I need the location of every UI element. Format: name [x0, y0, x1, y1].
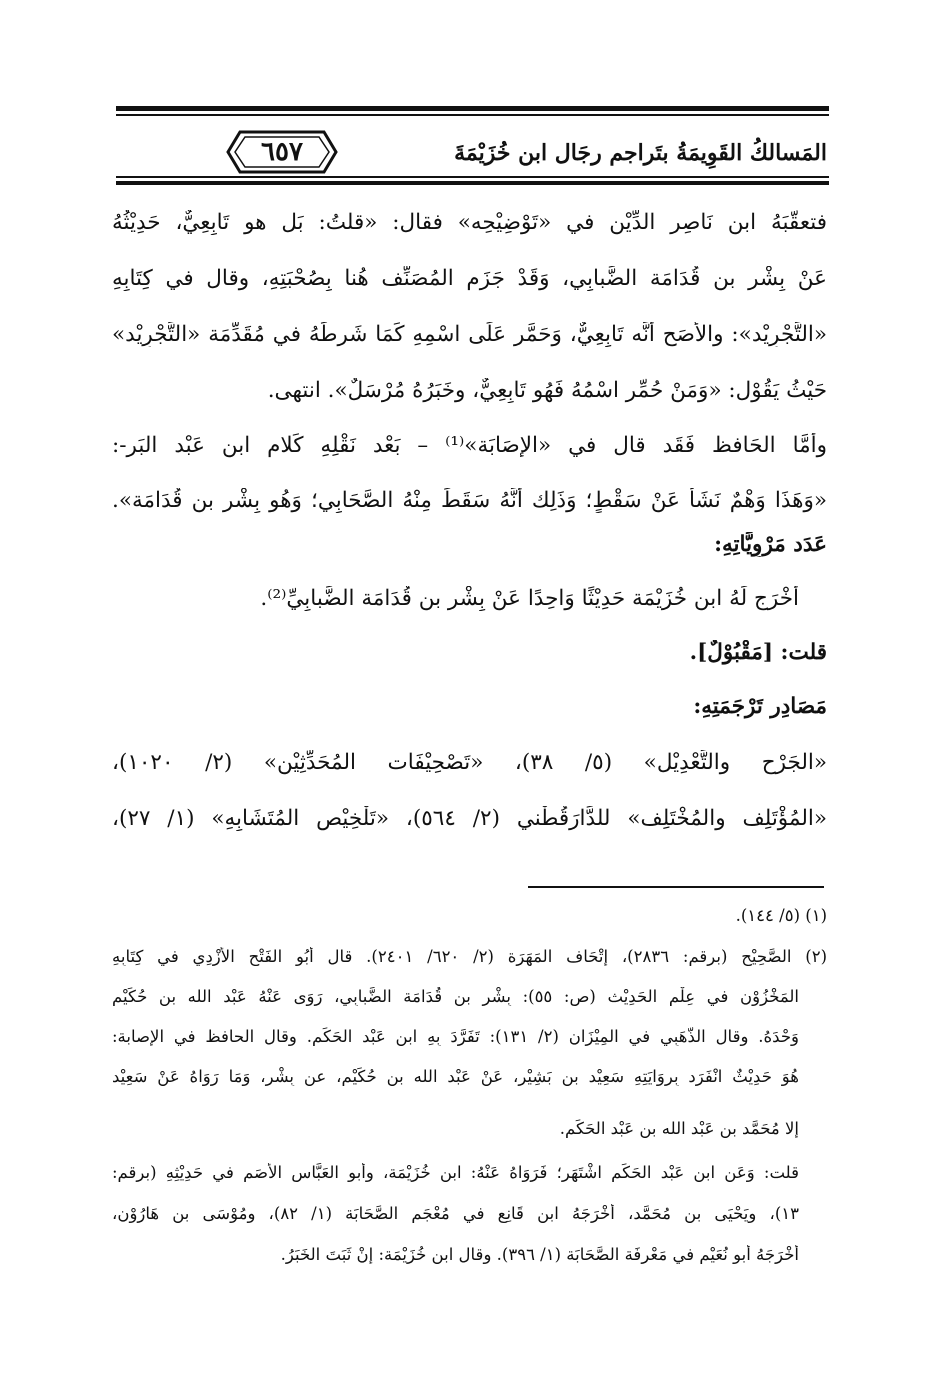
footnote-2b-line-2: ١٣)، ويَحْيَى بن مُحَمَّد، أَخْرَجَهُ ابن قَانِع في مُعْجَم الصَّحَابَة (١/ ٨٢)، ومُوْسَى بن هَارُوْن،: [112, 1204, 799, 1223]
body-line-4: حَيْثُ يَقُوْل: «وَمَنْ حُمِّر اسْمُهُ فَهُو تَابِعِيٌّ، وخَبَرُهُ مُرْسَلٌ». انتهى.: [267, 378, 827, 403]
sources-line-1: «الجَرْح والتَّعْدِيْل» (٥/ ٣٨)، «تَصْحِيْفَات المُحَدِّثِيْن» (٢/ ١٠٢٠)،: [112, 750, 827, 775]
body-line-6: «وَهَذَا وَهْمٌ نَشَأَ عَنْ سَقْطٍ؛ وَذَلِك أَنَّهُ سَقَطَ مِنْهُ الصَّحَابِي؛ وَهُو بِشْر بن قُدَامَة».: [112, 488, 827, 513]
footnote-2-line-3: وَحْدَهُ. وقال الذَّهَبِي في المِيْزَان (٢/ ١٣١): تَفَرَّدَ بِهِ ابن عَبْد الحَكَم. وقال الحافظ في الإصابة:: [112, 1027, 799, 1046]
footnote-2-line-5: إلا مُحَمَّد بن عَبْد الله بن عَبْد الحَكَم.: [559, 1119, 799, 1138]
page-number-ornament: [226, 128, 338, 176]
header-rule-bottom-thin: [116, 176, 829, 178]
header-rule-thick: [116, 106, 829, 111]
verdict: قلت: [مَقْبُوْلٌ].: [689, 640, 827, 665]
footnote-2b-line-1: قلت: وَعَنِ ابن عَبْد الحَكَم اشْتَهَر؛ فَرَوَاهُ عَنْهُ: ابن خُزَيْمَة، وأَبو العَبَّاس الأَصَم في حَدِيْثِهِ (برقم:: [112, 1163, 799, 1182]
footnote-1: (١) (٥/ ١٤٤).: [735, 906, 827, 925]
footnote-2b-line-3: أَخْرَجَهُ أَبو نُعَيْم في مَعْرِفَة الصَّحَابَة (١/ ٣٩٦). وقال ابن خُزَيْمَة: إِنْ ثَبَتَ الخَبَرُ.: [280, 1245, 799, 1264]
body-line-1: فتعقَّبَهُ ابن نَاصِر الدِّيْن في «تَوْضِيْحِه» فقال: «قلتُ: بَل هو تَابِعِيٌّ، حَدِيْثُهُ: [112, 210, 827, 235]
sources-line-2: «المُؤْتَلِف والمُخْتَلِف» للدَّارَقُطْني (٢/ ٥٦٤)، «تَلْخِيْص المُتَشَابِهِ» (١/ ٢٧)،: [112, 806, 827, 831]
footnote-2-line-2: المَخْزُوْن في عِلْم الحَدِيْث (ص: ٥٥): بِشْر بن قُدَامَة الضَّبابِي، رَوَى عَنْهُ عَبْد الله بن حُكَيْم: [112, 987, 799, 1006]
header-rule-thin: [116, 114, 829, 116]
header-rule-bottom: [116, 181, 829, 185]
footnote-separator: [528, 886, 824, 888]
page-number: ٦٥٧: [261, 137, 303, 167]
body-line-5: وأَمَّا الحَافظ فَقَد قال في «الإِصَابَة»⁽¹⁾ – بَعْد نَقْلِهِ كَلام ابن عَبْد البَر-:: [112, 433, 827, 458]
narrations-count-heading: عَدَد مَرْوِيَّاتِهِ:: [714, 532, 827, 557]
sources-heading: مَصَادِر تَرْجَمَتِهِ:: [693, 694, 827, 719]
body-line-2: عَنْ بِشْر بن قُدَامَة الضَّبابِي، وَقَدْ جَزَم المُصَنِّف هُنا بِصُحْبَتِهِ، وقال في كِتَابِهِ: [112, 266, 827, 291]
running-header-title: المَسالكُ القَوِيمَةُ بتَراجم رجَال ابن خُزَيْمَةَ: [454, 140, 827, 166]
footnote-2-line-4: هُوَ حَدِيْثٌ انْفَرَد بِرِوَايَتِهِ سَعِيْد بن بَشِيْر، عَنْ عَبْد الله بن حُكَيْم، عن بِشْر، وَمَا رَوَاهُ عَنْ سَعِيْد: [112, 1067, 799, 1086]
narrations-count-text: أَخْرَج لَهُ ابن خُزَيْمَة حَدِيْثًا وَاحِدًا عَنْ بِشْر بن قُدَامَة الضَّبابِيِّ⁽²⁾.: [260, 586, 799, 611]
body-line-3: «التَّجْرِيْد»: والأَصَح أَنَّه تَابِعِيٌّ، وَحَمَّر عَلَى اسْمِهِ كَمَا شَرطَهُ في مُقَدِّمَة «التَّجْرِيْد»: [112, 322, 827, 347]
footnote-2-line-1: (٢) الصَّحِيْح (برقم: ٢٨٣٦)، إِتْحَاف المَهَرَة (٢/ ٦٢٠/ ٢٤٠١). قال أَبُو الفَتْح الأَزْدِي في كِتَابِهِ: [112, 947, 827, 966]
